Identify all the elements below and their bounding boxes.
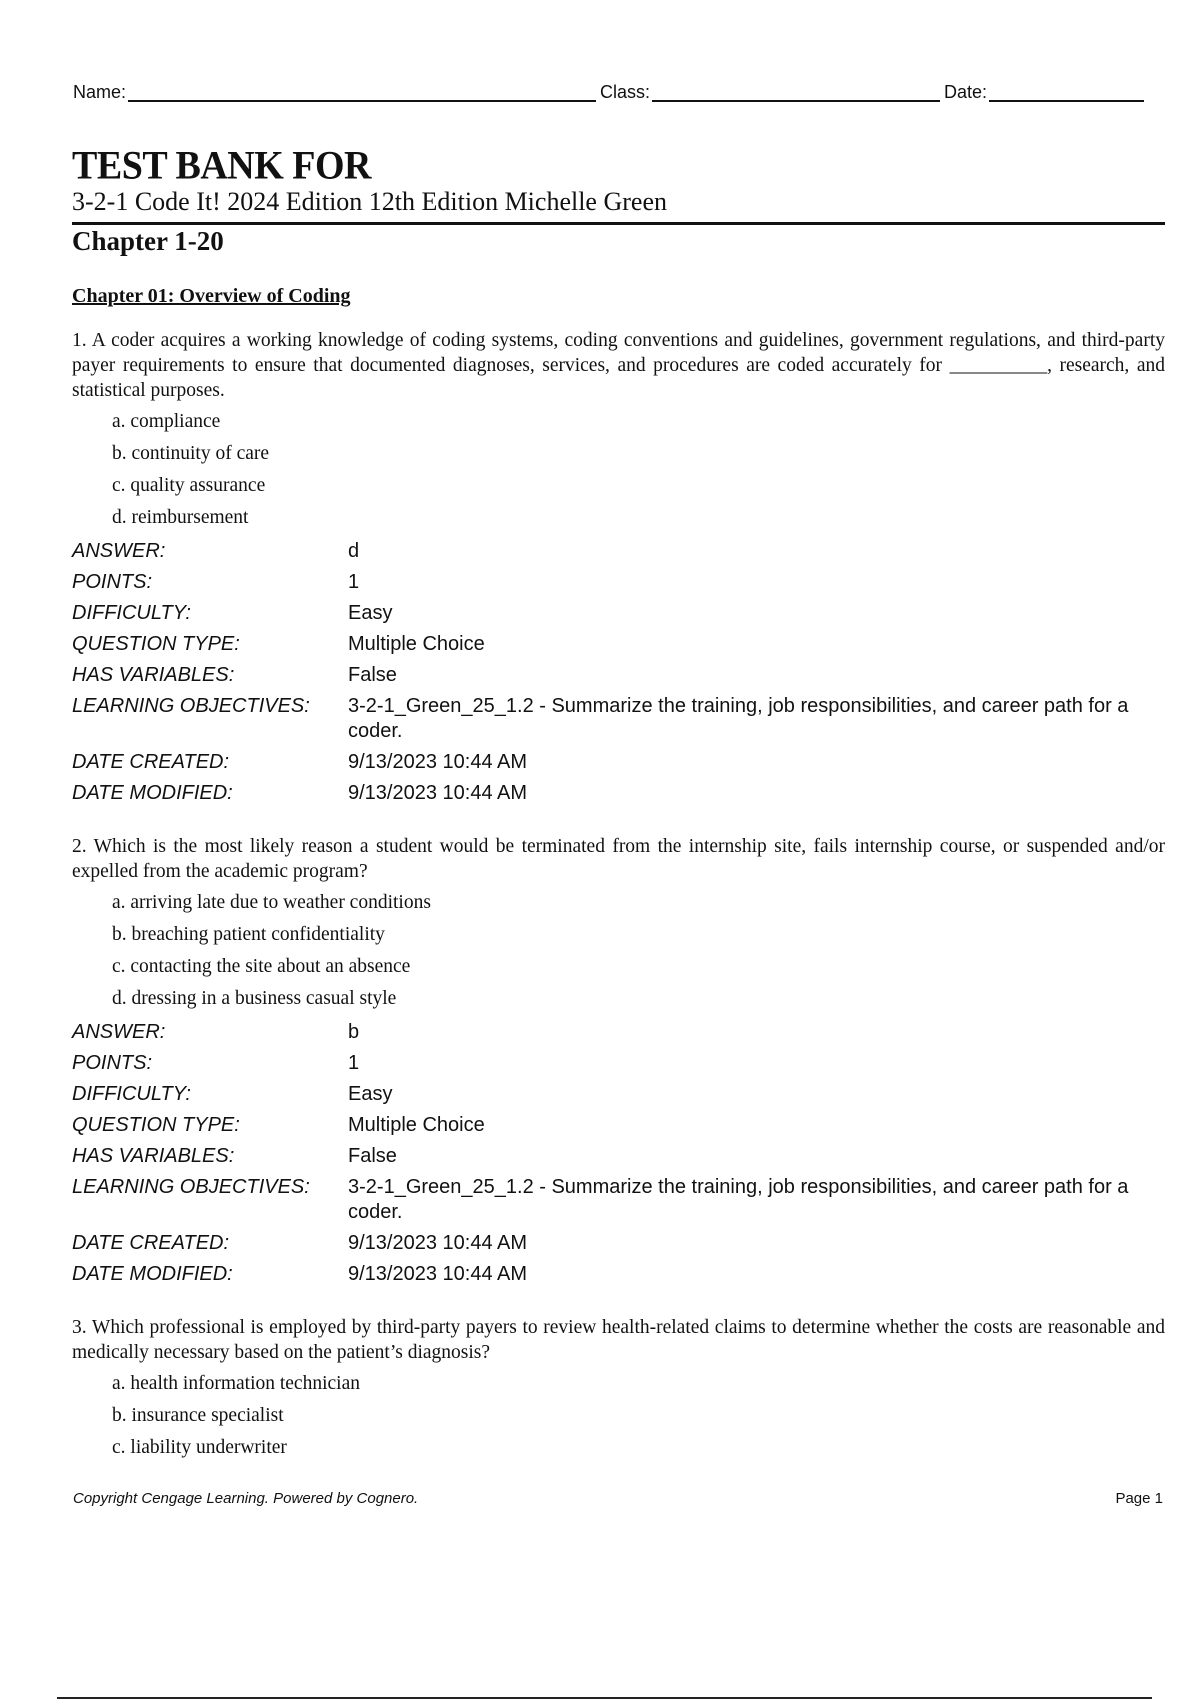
points-label: POINTS: xyxy=(72,1052,153,1074)
date-created-value: 9/13/2023 10:44 AM xyxy=(348,1232,528,1254)
learning-objectives-value: 3-2-1_Green_25_1.2 - Summarize the training, job responsibilities, and career path for a coder. xyxy=(348,1176,1129,1223)
points-value: 1 xyxy=(348,571,360,593)
option-a: a. compliance xyxy=(112,411,221,432)
learning-objectives-label: LEARNING OBJECTIVES: xyxy=(72,1176,310,1198)
page-footer xyxy=(73,1490,1163,1507)
difficulty-value: Easy xyxy=(348,1083,393,1105)
answer-label: ANSWER: xyxy=(72,1021,166,1043)
option-c: c. liability underwriter xyxy=(112,1437,287,1458)
answer-options xyxy=(112,1368,1165,1464)
option-c: c. quality assurance xyxy=(112,475,266,496)
option-c: c. contacting the site about an absence xyxy=(112,956,411,977)
option-b: b. insurance specialist xyxy=(112,1405,284,1426)
option-a: a. health information technician xyxy=(112,1373,360,1394)
question-3 xyxy=(72,1315,1165,1464)
question-metadata xyxy=(72,1017,1165,1290)
page-bottom-rule xyxy=(57,1697,1152,1699)
learning-objectives-value: 3-2-1_Green_25_1.2 - Summarize the training, job responsibilities, and career path for a coder. xyxy=(348,695,1129,742)
option-b: b. breaching patient confidentiality xyxy=(112,924,385,945)
date-field-line[interactable] xyxy=(989,78,1144,102)
answer-options xyxy=(112,887,1165,1015)
class-field-line[interactable] xyxy=(652,78,940,102)
option-b: b. continuity of care xyxy=(112,443,270,464)
date-created-value: 9/13/2023 10:44 AM xyxy=(348,751,528,773)
question-text: 1. A coder acquires a working knowledge of coding systems, coding conventions and guidelines, government regulations, and third-party payer requirements to ensure that documented diagnoses, services, and procedures are coded accurately for __________, research, and statistical purposes. xyxy=(72,330,1165,401)
date-modified-label: DATE MODIFIED: xyxy=(72,782,233,804)
question-type-value: Multiple Choice xyxy=(348,1114,485,1136)
name-field-line[interactable] xyxy=(128,78,596,102)
option-d: d. reimbursement xyxy=(112,507,249,528)
date-modified-value: 9/13/2023 10:44 AM xyxy=(348,1263,528,1285)
question-2 xyxy=(72,834,1165,1290)
question-1 xyxy=(72,328,1165,809)
date-created-label: DATE CREATED: xyxy=(72,751,230,773)
question-metadata xyxy=(72,536,1165,809)
answer-value: b xyxy=(348,1021,360,1043)
difficulty-value: Easy xyxy=(348,602,393,624)
date-created-label: DATE CREATED: xyxy=(72,1232,230,1254)
name-label: Name: xyxy=(73,82,127,102)
class-label: Class: xyxy=(600,82,651,102)
has-variables-value: False xyxy=(348,664,397,686)
option-d: d. dressing in a business casual style xyxy=(112,988,397,1009)
date-modified-value: 9/13/2023 10:44 AM xyxy=(348,782,528,804)
has-variables-value: False xyxy=(348,1145,397,1167)
page-number: Page 1 xyxy=(1115,1490,1163,1507)
date-modified-label: DATE MODIFIED: xyxy=(72,1263,233,1285)
book-subtitle: 3-2-1 Code It! 2024 Edition 12th Edition Michelle Green xyxy=(72,187,667,216)
has-variables-label: HAS VARIABLES: xyxy=(72,664,235,686)
title-divider xyxy=(72,222,1165,225)
answer-options xyxy=(112,406,1165,534)
question-text: 2. Which is the most likely reason a student would be terminated from the internship site, fails internship course, or suspended and/or expelled from the academic program? xyxy=(72,836,1165,882)
section-heading: Chapter 01: Overview of Coding xyxy=(72,285,351,307)
option-a: a. arriving late due to weather conditions xyxy=(112,892,431,913)
learning-objectives-label: LEARNING OBJECTIVES: xyxy=(72,695,310,717)
question-text: 3. Which professional is employed by third-party payers to review health-related claims to determine whether the costs are reasonable and medically necessary based on the patient’s diagnosis? xyxy=(72,1317,1165,1363)
difficulty-label: DIFFICULTY: xyxy=(72,1083,191,1105)
question-type-label: QUESTION TYPE: xyxy=(72,633,240,655)
points-label: POINTS: xyxy=(72,571,153,593)
copyright-text: Copyright Cengage Learning. Powered by Cognero. xyxy=(73,1490,419,1507)
page-title: TEST BANK FOR xyxy=(72,143,371,189)
question-type-value: Multiple Choice xyxy=(348,633,485,655)
question-type-label: QUESTION TYPE: xyxy=(72,1114,240,1136)
answer-label: ANSWER: xyxy=(72,540,166,562)
chapter-heading: Chapter 1-20 xyxy=(72,226,224,256)
difficulty-label: DIFFICULTY: xyxy=(72,602,191,624)
answer-value: d xyxy=(348,540,360,562)
student-info-header xyxy=(73,72,1163,102)
date-label: Date: xyxy=(944,82,988,102)
points-value: 1 xyxy=(348,1052,360,1074)
has-variables-label: HAS VARIABLES: xyxy=(72,1145,235,1167)
